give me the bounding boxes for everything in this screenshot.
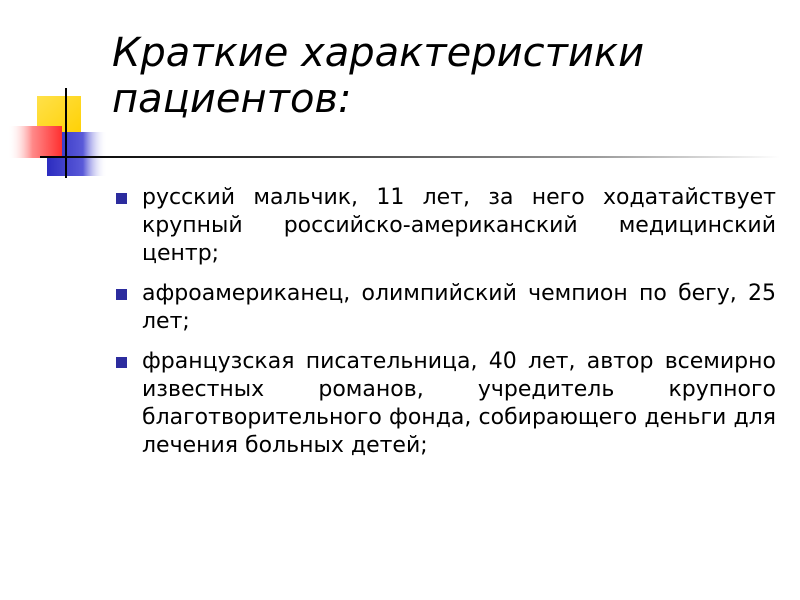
corner-decoration-graphic — [0, 0, 110, 190]
square-bullet-icon — [116, 357, 127, 368]
bullet-text: афроамериканец, олимпийский чемпион по бегу, 25 лет; — [142, 281, 776, 334]
square-bullet-icon — [116, 289, 127, 300]
bullet-item — [116, 348, 776, 460]
square-bullet-icon — [116, 193, 127, 204]
title-divider — [40, 156, 780, 158]
bullet-item — [116, 280, 776, 336]
bullet-list — [116, 184, 776, 472]
bullet-text: французская писательница, 40 лет, автор всемирно известных романов, учредитель крупного благотворительного фонда, собирающего деньги для лечения больных детей; — [142, 349, 776, 458]
red-rectangle-shape — [8, 126, 62, 158]
slide-title: Краткие характеристики пациентов: — [112, 30, 645, 122]
bullet-text: русский мальчик, 11 лет, за него ходатайствует крупный российско-американский медицинский центр; — [142, 185, 776, 266]
bullet-item — [116, 184, 776, 268]
